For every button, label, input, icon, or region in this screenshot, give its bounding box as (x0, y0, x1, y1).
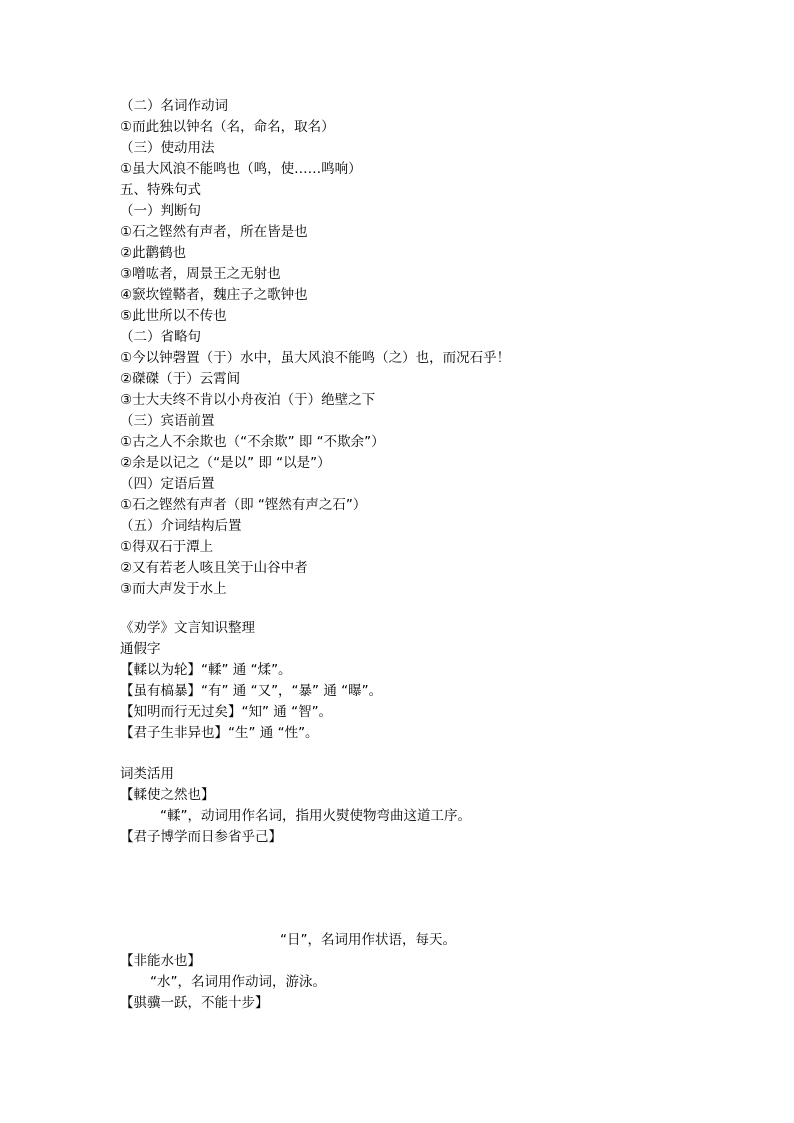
heading-causative: （三）使动用法 (120, 140, 215, 156)
example-line: ③而大声发于水上 (120, 581, 227, 597)
example-line: ⑤此世所以不传也 (120, 308, 227, 324)
entry-title: 【骐骥一跃，不能十步】 (120, 995, 269, 1011)
example-line: ①得双石于潭上 (120, 539, 214, 555)
entry-line: 【虽有槁暴】“有” 通 “又”，“暴” 通 “曝”。 (120, 683, 383, 699)
entry-title: 【輮使之然也】 (120, 787, 215, 803)
entry-line: 【知明而行无过矣】“知” 通 “智”。 (120, 704, 333, 720)
example-line: ①石之铿然有声者，所在皆是也 (120, 224, 308, 240)
heading-attributive-postposed: （四）定语后置 (120, 476, 215, 492)
heading-tongjiazi: 通假字 (120, 641, 161, 657)
heading-noun-as-verb: （二）名词作动词 (120, 98, 228, 114)
example-line: ④窾坎镗鞳者，魏庄子之歌钟也 (120, 287, 308, 303)
entry-explanation: “輮”，动词用作名词，指用火熨使物弯曲这道工序。 (160, 808, 471, 824)
heading-judgment: （一）判断句 (120, 203, 201, 219)
heading-ellipsis: （二）省略句 (120, 329, 201, 345)
heading-object-preposed: （三）宾语前置 (120, 413, 215, 429)
example-line: ②磔磔（于）云霄间 (120, 371, 241, 387)
entry-explanation: “日”，名词用作状语，每天。 (280, 932, 456, 948)
entry-line: 【輮以为轮】“輮” 通 “煣”。 (120, 662, 292, 678)
entry-title: 【君子博学而日参省乎己】 (120, 829, 282, 845)
entry-line: 【君子生非异也】“生” 通 “性”。 (120, 725, 319, 741)
example-line: ②余是以记之（“是以” 即 “以是”） (120, 455, 331, 471)
entry-explanation: “水”，名词用作动词，游泳。 (150, 974, 326, 990)
example-line: ①今以钟磬置（于）水中，虽大风浪不能鸣（之）也，而况石乎！ (120, 350, 511, 366)
example-line: ①而此独以钟名（名，命名，取名） (120, 119, 335, 135)
entry-title: 【非能水也】 (120, 953, 201, 969)
example-line: ②又有若老人咳且笑于山谷中者 (120, 560, 308, 576)
example-line: ③士大夫终不肯以小舟夜泊（于）绝壁之下 (120, 392, 376, 408)
heading-prepositional-postposed: （五）介词结构后置 (120, 518, 242, 534)
example-line: ①虽大风浪不能鸣也（鸣，使……鸣响） (120, 161, 362, 177)
section-special-sentences: 五、特殊句式 (120, 182, 201, 198)
quanxue-title: 《劝学》文言知识整理 (120, 620, 255, 636)
example-line: ①石之铿然有声者（即 “铿然有声之石”） (120, 497, 367, 513)
example-line: ②此鹳鹤也 (120, 245, 187, 261)
example-line: ③噌吰者，周景王之无射也 (120, 266, 281, 282)
example-line: ①古之人不余欺也（“不余欺” 即 “不欺余”） (120, 434, 385, 450)
heading-word-class-shift: 词类活用 (120, 766, 174, 782)
